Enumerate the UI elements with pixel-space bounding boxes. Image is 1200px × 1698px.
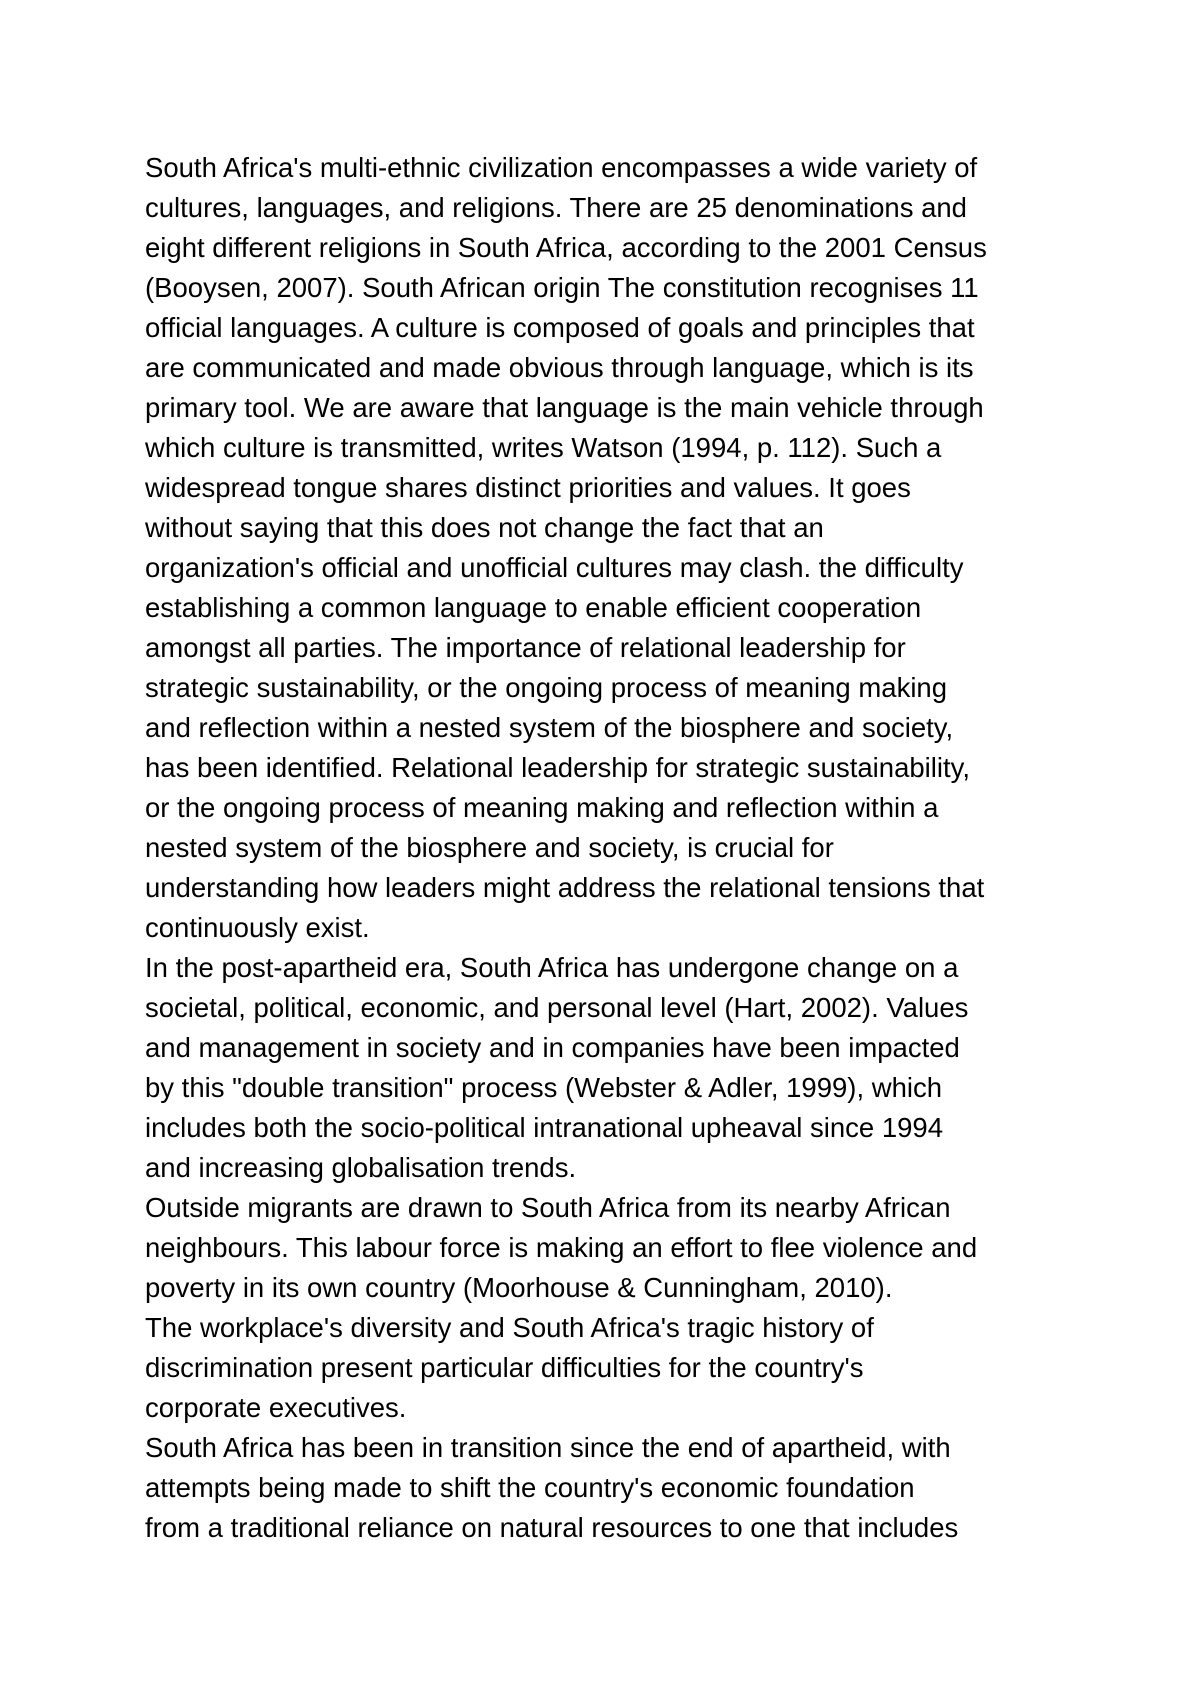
text-line: In the post-apartheid era, South Africa has undergone change on a [145,952,959,983]
text-line: attempts being made to shift the country's economic foundation [145,1472,915,1503]
text-line: official languages. A culture is composed of goals and principles that [145,312,975,343]
text-line: amongst all parties. The importance of relational leadership for [145,632,906,663]
text-line: societal, political, economic, and personal level (Hart, 2002). Values [145,992,969,1023]
text-line: are communicated and made obvious through language, which is its [145,352,974,383]
text-line: and reflection within a nested system of the biosphere and society, [145,712,954,743]
text-line: from a traditional reliance on natural resources to one that includes [145,1512,959,1543]
text-line: which culture is transmitted, writes Watson (1994, p. 112). Such a [145,432,942,463]
text-line: and increasing globalisation trends. [145,1152,577,1183]
text-line: understanding how leaders might address the relational tensions that [145,872,985,903]
text-line: nested system of the biosphere and society, is crucial for [145,832,834,863]
text-line: discrimination present particular difficulties for the country's [145,1352,864,1383]
text-line: poverty in its own country (Moorhouse & Cunningham, 2010). [145,1272,893,1303]
text-line: primary tool. We are aware that language is the main vehicle through [145,392,984,423]
text-line: without saying that this does not change the fact that an [145,512,824,543]
text-line: The workplace's diversity and South Africa's tragic history of [145,1312,874,1343]
text-line: neighbours. This labour force is making an effort to flee violence and [145,1232,978,1263]
text-line: strategic sustainability, or the ongoing process of meaning making [145,672,948,703]
document-body-text [145,148,1085,1548]
text-line: establishing a common language to enable efficient cooperation [145,592,922,623]
text-line: eight different religions in South Africa, according to the 2001 Census [145,232,987,263]
text-line: or the ongoing process of meaning making and reflection within a [145,792,939,823]
text-line: South Africa has been in transition since the end of apartheid, with [145,1432,951,1463]
text-line: widespread tongue shares distinct priorities and values. It goes [145,472,911,503]
text-line: includes both the socio-political intranational upheaval since 1994 [145,1112,944,1143]
text-line: organization's official and unofficial cultures may clash. the difficulty [145,552,964,583]
text-line: and management in society and in companies have been impacted [145,1032,960,1063]
text-line: by this "double transition" process (Webster & Adler, 1999), which [145,1072,943,1103]
text-line: South Africa's multi-ethnic civilization encompasses a wide variety of [145,152,978,183]
text-line: corporate executives. [145,1392,407,1423]
text-line: has been identified. Relational leadership for strategic sustainability, [145,752,970,783]
text-line: Outside migrants are drawn to South Africa from its nearby African [145,1192,951,1223]
text-line: continuously exist. [145,912,370,943]
text-line: (Booysen, 2007). South African origin The constitution recognises 11 [145,272,979,303]
text-line: cultures, languages, and religions. There are 25 denominations and [145,192,967,223]
